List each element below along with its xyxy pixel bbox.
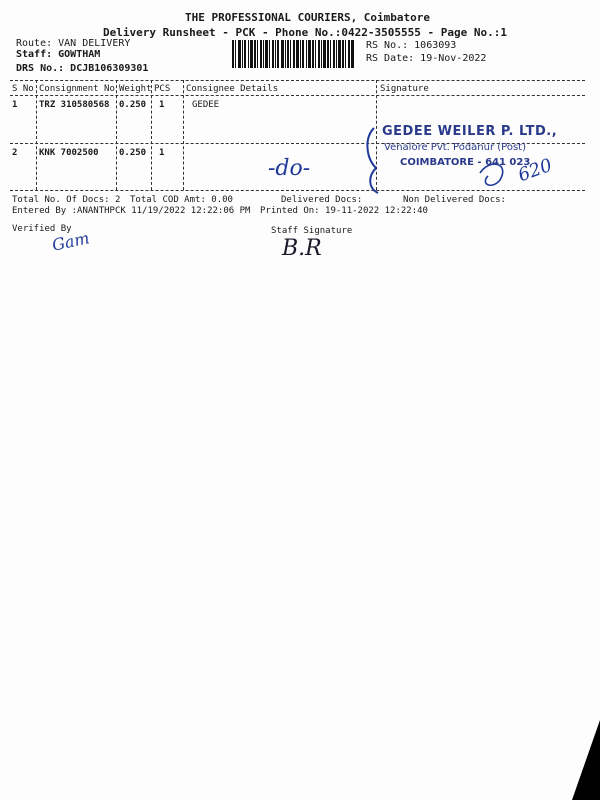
col-header-sno: S No — [12, 84, 34, 94]
col-sep — [183, 80, 184, 190]
drs-number: DRS No.: DCJB106309301 — [16, 63, 149, 74]
company-title: THE PROFESSIONAL COURIERS, Coimbatore — [185, 11, 431, 24]
col-sep — [36, 80, 37, 190]
printed-on: Printed On: 19-11-2022 12:22:40 — [260, 206, 428, 216]
verified-by-label: Verified By — [12, 224, 72, 234]
staff-label: Staff: GOWTHAM — [16, 49, 101, 60]
col-header-signature: Signature — [380, 84, 429, 94]
rs-date: RS Date: 19-Nov-2022 — [366, 53, 487, 64]
table-row-2-consignment: KNK 7002500 — [39, 148, 99, 158]
table-header-rule — [10, 95, 585, 96]
col-header-pcs: PCS — [154, 84, 171, 94]
stamp-city: COIMBATORE - 641 023 — [400, 157, 531, 168]
non-delivered-docs: Non Delivered Docs: — [403, 195, 506, 205]
table-row-1-sno: 1 — [12, 100, 18, 110]
stamp-address: Venalore Pvt. Podanur (Post) — [384, 142, 526, 153]
rs-number: RS No.: 1063093 — [366, 40, 457, 51]
entered-by: Entered By :ANANTHPCK 11/19/2022 12:22:06 PM — [12, 206, 251, 216]
staff-signature-label: Staff Signature — [271, 226, 353, 236]
barcode — [232, 40, 354, 68]
col-header-weight: Weight — [119, 84, 152, 94]
table-top-rule — [10, 80, 585, 81]
table-row-1-consignment: TRZ 310580568 — [39, 100, 110, 110]
stamp-company: GEDEE WEILER P. LTD., — [382, 124, 558, 139]
total-docs: Total No. Of Docs: 2 — [12, 195, 121, 205]
col-header-consignee: Consignee Details — [186, 84, 279, 94]
verified-signature: Gam — [50, 228, 92, 255]
col-sep — [116, 80, 117, 190]
route-label: Route: VAN DELIVERY — [16, 38, 131, 49]
runsheet-subtitle: Delivery Runsheet - PCK - Phone No.:0422-3505555 - Page No.:1 — [103, 26, 507, 39]
table-row-2-sno: 2 — [12, 148, 18, 158]
col-header-consignment: Consignment No — [39, 84, 115, 94]
table-row-1-weight: 0.250 — [119, 100, 147, 110]
table-row-1-pcs: 1 — [159, 100, 165, 110]
table-row-1-consignee: GEDEE — [192, 100, 220, 110]
staff-signature: B.R — [282, 236, 322, 261]
total-cod: Total COD Amt: 0.00 — [130, 195, 233, 205]
scan-edge-shadow — [572, 720, 600, 800]
table-row-2-pcs: 1 — [159, 148, 165, 158]
handwritten-ditto: -do- — [268, 156, 311, 181]
delivered-docs: Delivered Docs: — [281, 195, 363, 205]
handwritten-initials: 620 — [515, 154, 555, 187]
table-row-2-weight: 0.250 — [119, 148, 147, 158]
col-sep — [151, 80, 152, 190]
